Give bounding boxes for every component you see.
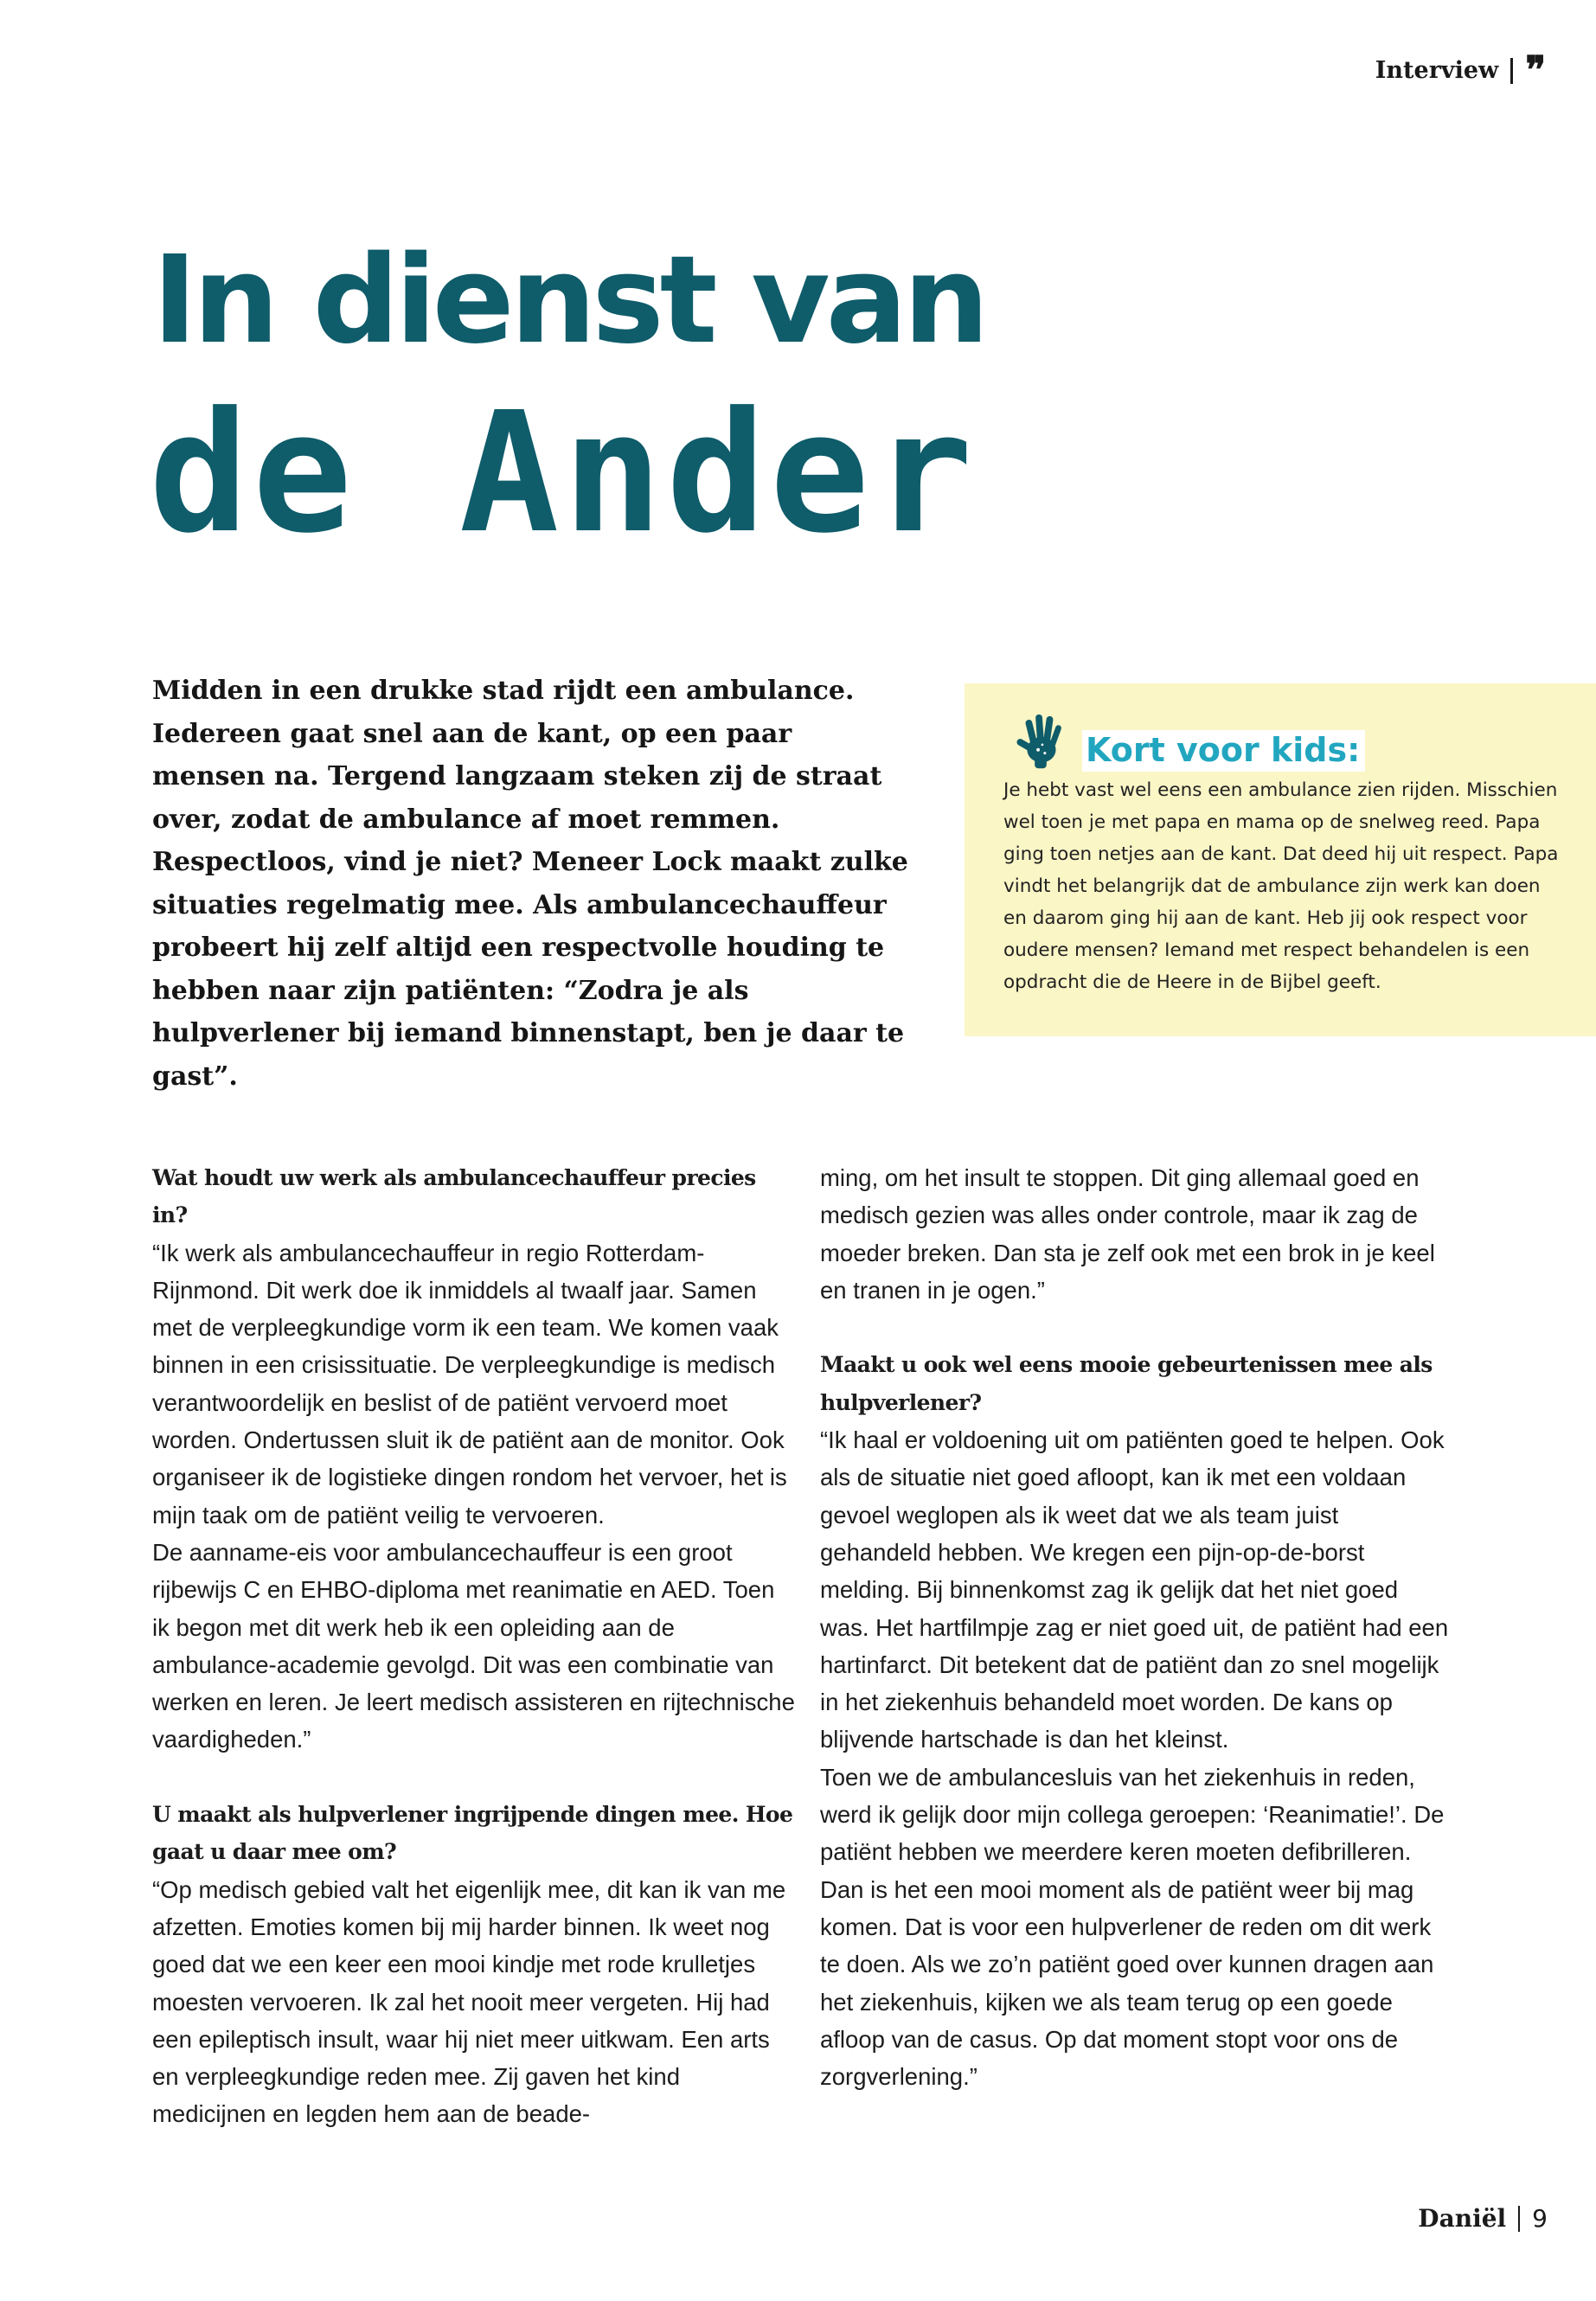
kids-box (965, 683, 1596, 1036)
intro-paragraph: Midden in een drukke stad rijdt een ambulance. Iedereen gaat snel aan de kant, op een paar mensen na. Tergend langzaam steken zij de straat over, zodat de ambulance af moet remmen. Respectloos, vind je niet? Meneer Lock maakt zulke situaties regelmatig mee. Als ambulancechauffeur probeert hij zelf altijd een respectvolle houding te hebben naar zijn patiënten: “Zodra je als hulpverlener bij iemand binnenstapt, ben je daar te gast”. (152, 676, 908, 1092)
header-divider (1510, 58, 1513, 84)
title-line-2: de Ander (149, 377, 977, 570)
handprint-icon (1006, 708, 1074, 775)
answer-2-paragraph-1: “Op medisch gebied valt het eigenlijk mee, dit kan ik van me afzetten. Emoties komen bij mij harder binnen. Ik weet nog goed dat we een keer een mooi kindje met rode krulletjes moesten vervoeren. Ik zal het nooit meer vergeten. Hij had een epileptisch insult, waar hij niet meer uitkwam. Een arts en verpleegkundige reden mee. Zij gaven het kind medicijnen en legden hem aan de beade- (152, 1875, 786, 2128)
answer-3-paragraph-1: “Ik haal er voldoening uit om patiënten goed te helpen. Ook als de situatie niet goed afloopt, kan ik met een voldaan gevoel weglopen als ik weet dat we als team juist gehandeld hebben. We kregen een pijn-op-de-borst melding. Bij binnenkomst zag ik gelijk dat het niet goed was. Het hartfilmpje zag er niet goed uit, de patiënt had een hartinfarct. Dit betekent dat de patiënt dan zo snel mogelijk in het ziekenhuis behandeld moet worden. De kans op blijvende hartschade is dan het kleinst. (820, 1426, 1449, 1753)
section-label: Interview (1375, 57, 1499, 84)
kids-box-text: Je hebt vast wel eens een ambulance zien rijden. Misschien wel toen je met papa en mama op de snelweg reed. Papa ging toen netjes aan de kant. Dat deed hij uit respect. Papa vindt het belangrijk dat de ambulance zijn werk kan doen en daarom ging hij aan de kant. Heb jij ook respect voor oudere mensen? Iemand met respect behandelen is een opdracht die de Heere in de Bijbel geeft. (1003, 779, 1559, 993)
question-1: Wat houdt uw werk als ambulancechauffeur precies in? (152, 1165, 756, 1228)
page-number: 9 (1532, 2204, 1548, 2233)
article-column-1 (152, 1159, 797, 2133)
section-header (1375, 48, 1542, 93)
question-3: Maakt u ook wel eens mooie gebeurtenissen mee als hulpverlener? (820, 1352, 1433, 1415)
page-footer (1418, 2204, 1548, 2233)
answer-3-paragraph-2: Toen we de ambulancesluis van het ziekenhuis in reden, werd ik gelijk door mijn collega geroepen: ‘Reanimatie!’. De patiënt hebben we meerdere keren moeten defibrilleren. Dan is het een mooi moment als de patiënt weer bij mag komen. Dat is voor een hulpverlener de reden om dit werk te doen. Als we zo’n patiënt goed over kunnen dragen aan het ziekenhuis, kijken we als team terug op een goede afloop van de casus. Op dat moment stopt voor ons de zorgverlening.” (820, 1763, 1445, 2091)
kids-box-title: Kort voor kids: (1082, 730, 1365, 772)
kids-box-header (1006, 708, 1365, 775)
paragraph-spacer (820, 1309, 1452, 1346)
quote-icon: ❞ (1525, 48, 1542, 93)
answer-1-paragraph-2: De aanname-eis voor ambulancechauffeur is een groot rijbewijs C en EHBO-diploma met reanimatie en AED. Toen ik begon met dit werk heb ik een opleiding aan de ambulance-academie gevolgd. Dit was een combinatie van werken en leren. Je leert medisch assisteren en rijtechnische vaardigheden.” (152, 1538, 795, 1753)
article-column-2 (820, 1159, 1452, 2095)
footer-divider (1518, 2206, 1520, 2232)
magazine-name: Daniël (1418, 2204, 1507, 2233)
answer-1-paragraph-1: “Ik werk als ambulancechauffeur in regio Rotterdam-Rijnmond. Dit werk doe ik inmiddels al twaalf jaar. Samen met de verpleegkundige vorm ik een team. We komen vaak binnen in een crisissituatie. De verpleegkundige is medisch verantwoordelijk en beslist of de patiënt vervoerd moet worden. Ondertussen sluit ik de patiënt aan de monitor. Ook organiseer ik de logistieke dingen rondom het vervoer, het is mijn taak om de patiënt veilig te vervoeren. (152, 1239, 787, 1529)
title-line-1: In dienst van (152, 230, 985, 371)
question-2: U maakt als hulpverlener ingrijpende dingen mee. Hoe gaat u daar mee om? (152, 1802, 793, 1865)
answer-2-continued: ming, om het insult te stoppen. Dit ging allemaal goed en medisch gezien was alles onder controle, maar ik zag de moeder breken. Dan sta je zelf ook met een brok in je keel en tranen in je ogen.” (820, 1164, 1435, 1304)
paragraph-spacer (152, 1759, 797, 1796)
